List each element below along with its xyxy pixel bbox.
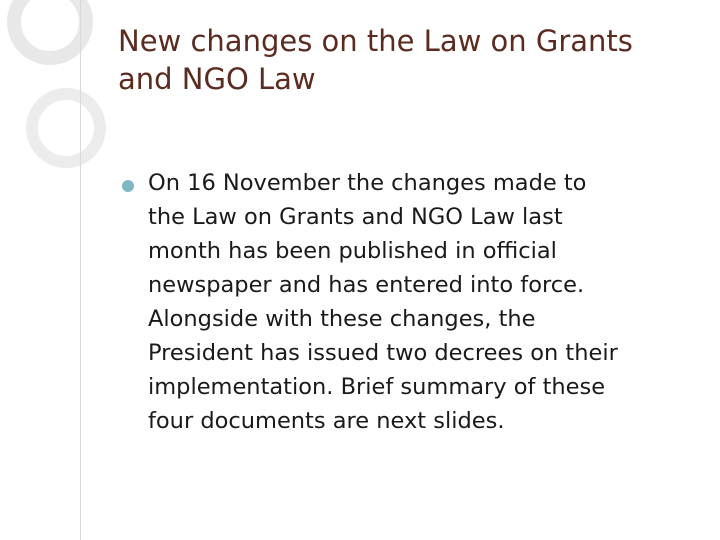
slide-title [118, 22, 708, 98]
decorative-rings [0, 0, 120, 200]
body-line: On 16 November the changes made to [148, 170, 587, 196]
body-line: the Law on Grants and NGO Law last [148, 204, 563, 230]
body-line: Alongside with these changes, the [148, 306, 536, 332]
large-ring [14, 0, 86, 58]
small-ring [32, 94, 100, 162]
title-line: New changes on the Law on Grants [118, 24, 633, 58]
body-line: four documents are next slides. [148, 408, 505, 434]
bullet-text [148, 166, 718, 438]
body-line: month has been published in official [148, 238, 557, 264]
body-line: newspaper and has entered into force. [148, 272, 585, 298]
body-line: President has issued two decrees on their [148, 340, 618, 366]
title-line: and NGO Law [118, 62, 316, 96]
body-line: implementation. Brief summary of these [148, 374, 606, 400]
vertical-divider [80, 0, 81, 540]
bullet-icon [122, 180, 134, 192]
